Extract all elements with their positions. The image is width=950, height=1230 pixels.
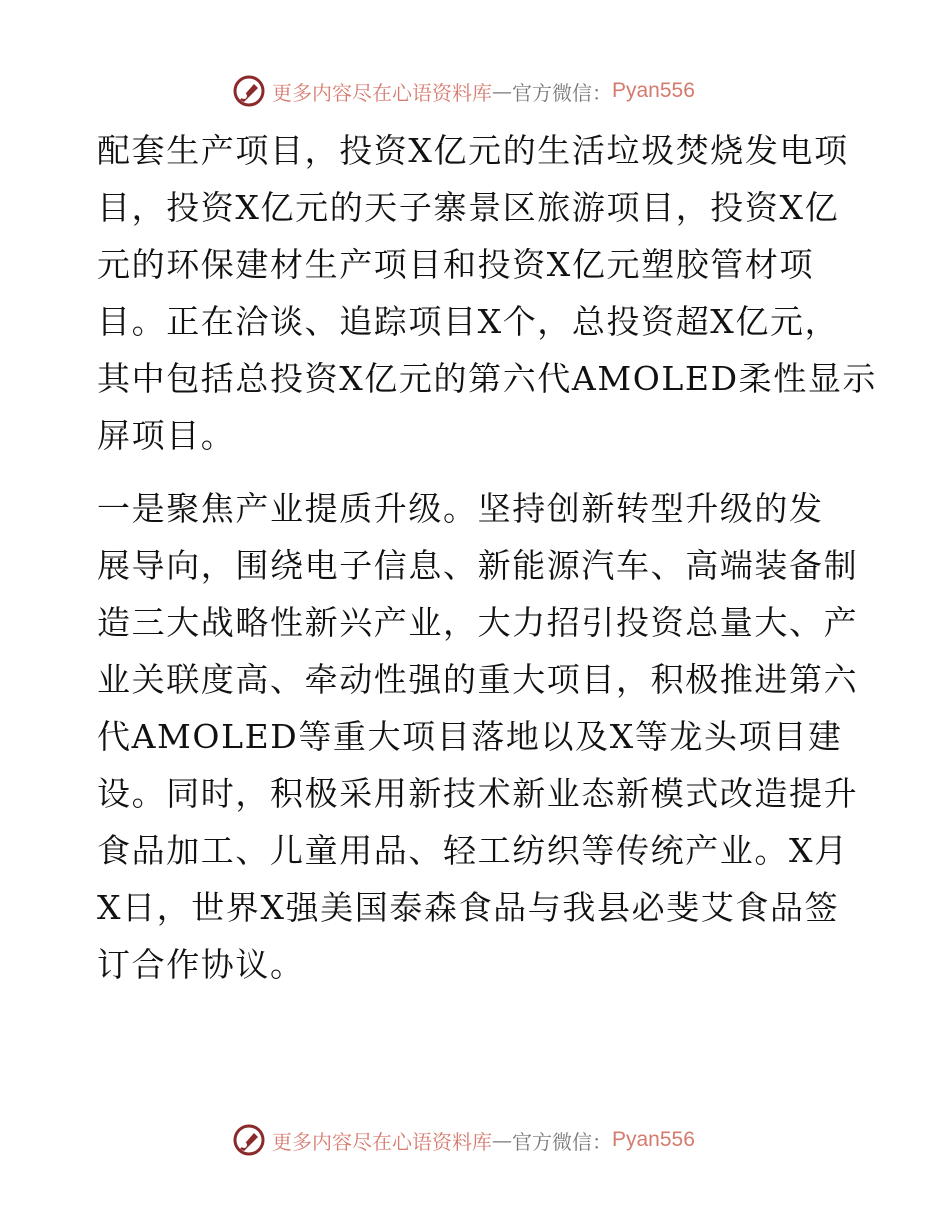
- footer-wechat-label: 官方微信：: [512, 1129, 612, 1154]
- text-line: 屏项目。: [97, 416, 236, 455]
- header-separator: —: [492, 79, 512, 103]
- footer-wechat-id: Pyan556: [612, 1128, 695, 1151]
- page-footer-watermark: [232, 1120, 695, 1160]
- text-line: 目，投资X亿元的天子寨景区旅游项目，投资X亿: [97, 188, 840, 227]
- text-line: 造三大战略性新兴产业，大力招引投资总量大、产: [97, 603, 859, 642]
- text-line: 目。正在洽谈、追踪项目X个，总投资超X亿元，: [97, 302, 840, 341]
- text-line: 业关联度高、牵动性强的重大项目，积极推进第六: [97, 660, 859, 699]
- text-line: X日，世界X强美国泰森食品与我县必斐艾食品签: [97, 888, 840, 927]
- text-line: 展导向，围绕电子信息、新能源汽车、高端装备制: [97, 546, 859, 585]
- pen-logo-icon: [232, 1123, 266, 1157]
- header-site-text: 更多内容尽在心语资料库: [272, 80, 492, 105]
- paragraph-1: [97, 122, 878, 464]
- text-line: 代AMOLED等重大项目落地以及X等龙头项目建: [97, 717, 843, 756]
- text-line: 食品加工、儿童用品、轻工纺织等传统产业。X月: [97, 831, 849, 870]
- text-line: 元的环保建材生产项目和投资X亿元塑胶管材项: [97, 245, 815, 284]
- footer-site-text: 更多内容尽在心语资料库: [272, 1129, 492, 1154]
- text-line: 一是聚焦产业提质升级。坚持创新转型升级的发: [97, 489, 824, 528]
- footer-separator: —: [492, 1128, 512, 1152]
- text-line: 其中包括总投资X亿元的第六代AMOLED柔性显示: [97, 359, 878, 398]
- text-line: 设。同时，积极采用新技术新业态新模式改造提升: [97, 774, 859, 813]
- document-body: [97, 122, 878, 993]
- text-line: 订合作协议。: [97, 945, 305, 984]
- header-wechat-label: 官方微信：: [512, 80, 612, 105]
- pen-logo-icon: [232, 74, 266, 108]
- header-wechat-id: Pyan556: [612, 79, 695, 102]
- text-line: 配套生产项目，投资X亿元的生活垃圾焚烧发电项: [97, 131, 849, 170]
- paragraph-2: [97, 480, 857, 993]
- page-header-watermark: [232, 71, 695, 111]
